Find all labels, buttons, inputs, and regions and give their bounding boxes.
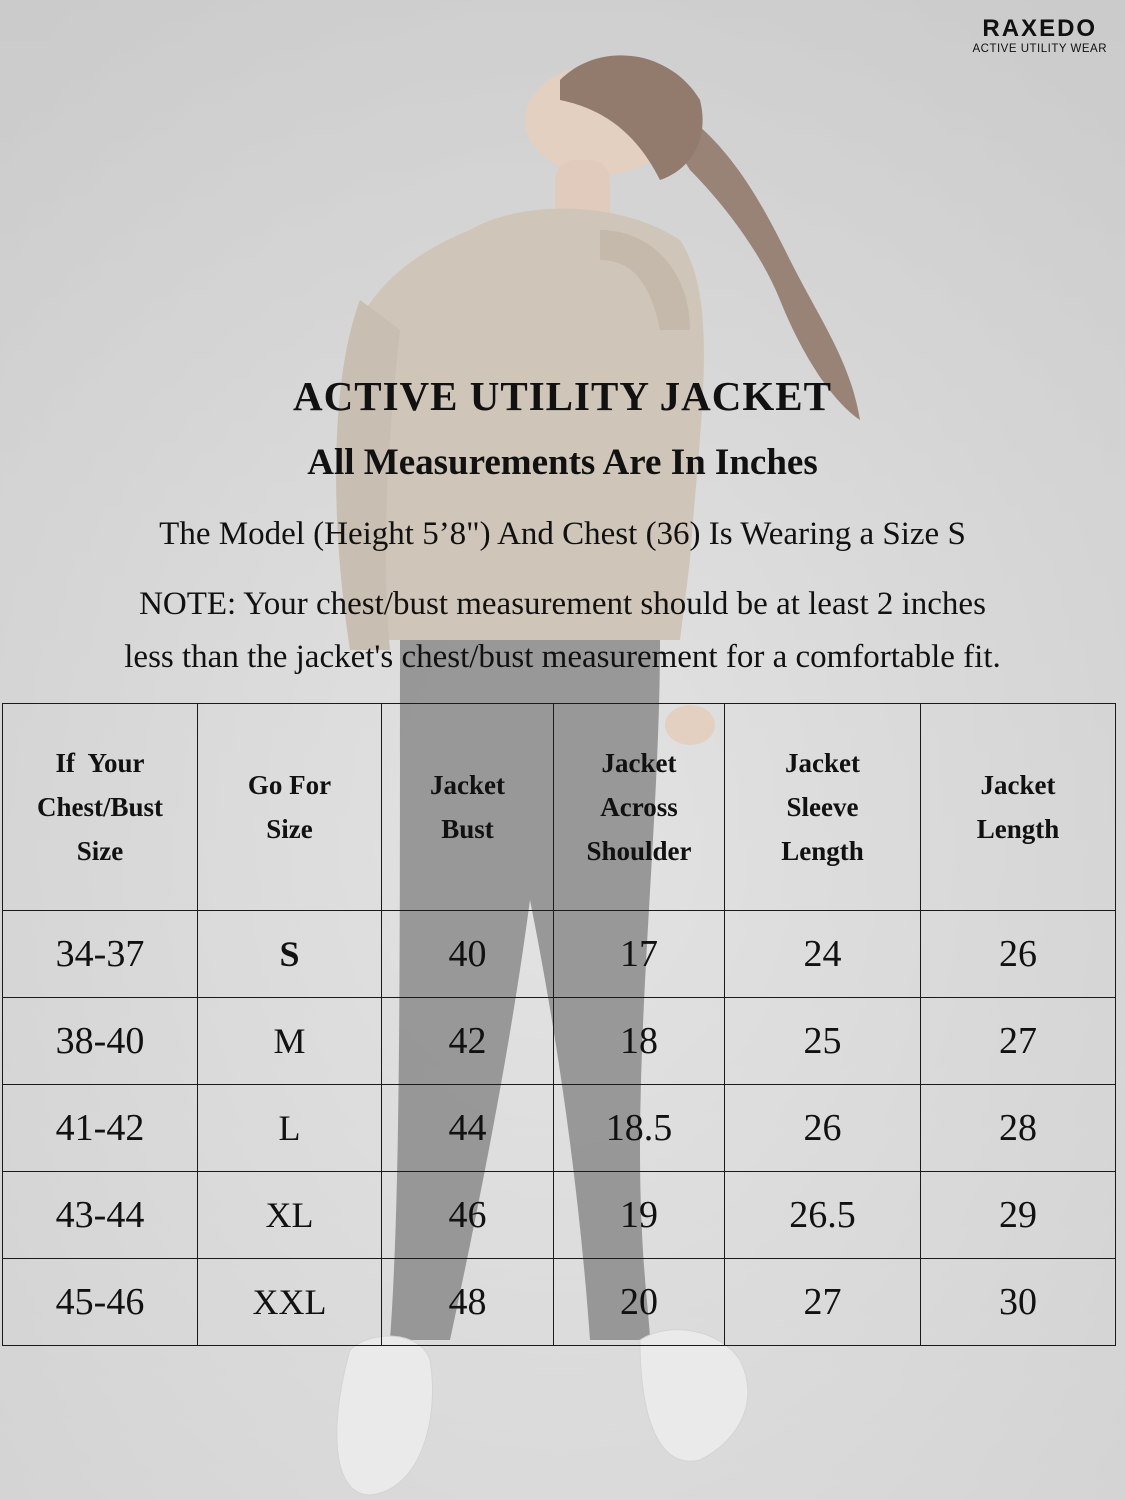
note-line-2: less than the jacket's chest/bust measurement for a comfortable fit. xyxy=(124,639,1001,675)
note-line-1: NOTE: Your chest/bust measurement should be at least 2 inches xyxy=(139,586,986,622)
table-cell: 29 xyxy=(921,1172,1116,1259)
brand-name: RAXEDO xyxy=(982,15,1098,42)
size-cell: XXL xyxy=(198,1259,382,1346)
table-cell: 26 xyxy=(921,911,1116,998)
table-cell: 17 xyxy=(554,911,725,998)
column-header-line: Chest/Bust xyxy=(36,792,164,822)
page-subtitle: All Measurements Are In Inches xyxy=(307,442,818,483)
brand-tagline: ACTIVE UTILITY WEAR xyxy=(972,43,1107,55)
size-cell: L xyxy=(198,1085,382,1172)
table-cell: 24 xyxy=(725,911,921,998)
table-cell: 43-44 xyxy=(3,1172,198,1259)
size-cell: XL xyxy=(198,1172,382,1259)
column-header-line: Go For xyxy=(247,770,332,800)
model-info: The Model (Height 5’8") And Chest (36) Is Wearing a Size S xyxy=(159,516,966,552)
table-cell: 48 xyxy=(382,1259,554,1346)
column-header-line: If Your xyxy=(55,748,145,778)
column-header-line: Jacket xyxy=(980,770,1056,800)
table-cell: 40 xyxy=(382,911,554,998)
column-header-line: Across xyxy=(600,792,678,822)
table-cell: 20 xyxy=(554,1259,725,1346)
table-cell: 28 xyxy=(921,1085,1116,1172)
size-cell: S xyxy=(198,911,382,998)
column-header-line: Jacket xyxy=(430,770,505,800)
table-cell: 34-37 xyxy=(3,911,198,998)
column-header-line: Length xyxy=(781,836,864,866)
column-header-line: Jacket xyxy=(785,748,860,778)
brand-logo xyxy=(972,16,1107,56)
column-header xyxy=(382,704,554,911)
table-cell: 26 xyxy=(725,1085,921,1172)
table-row xyxy=(3,1172,1116,1259)
column-header xyxy=(198,704,382,911)
table-cell: 18 xyxy=(554,998,725,1085)
table-cell: 18.5 xyxy=(554,1085,725,1172)
table-cell: 27 xyxy=(921,998,1116,1085)
column-header-line: Length xyxy=(976,814,1060,844)
table-header-row xyxy=(3,704,1116,911)
column-header xyxy=(921,704,1116,911)
column-header-line: Bust xyxy=(441,814,494,844)
column-header-line: Shoulder xyxy=(586,836,692,866)
table-cell: 19 xyxy=(554,1172,725,1259)
table-row xyxy=(3,1259,1116,1346)
size-chart-table xyxy=(2,703,1116,1346)
table-row xyxy=(3,998,1116,1085)
table-body xyxy=(3,911,1116,1346)
table-cell: 45-46 xyxy=(3,1259,198,1346)
table-cell: 30 xyxy=(921,1259,1116,1346)
column-header xyxy=(3,704,198,911)
table-cell: 27 xyxy=(725,1259,921,1346)
table-cell: 25 xyxy=(725,998,921,1085)
table-cell: 41-42 xyxy=(3,1085,198,1172)
table-cell: 42 xyxy=(382,998,554,1085)
table-cell: 46 xyxy=(382,1172,554,1259)
column-header xyxy=(725,704,921,911)
table-row xyxy=(3,911,1116,998)
column-header-line: Size xyxy=(76,836,124,866)
table-cell: 38-40 xyxy=(3,998,198,1085)
page-title: ACTIVE UTILITY JACKET xyxy=(293,373,832,419)
column-header xyxy=(554,704,725,911)
column-header-line: Sleeve xyxy=(786,792,859,822)
table-cell: 44 xyxy=(382,1085,554,1172)
column-header-line: Jacket xyxy=(601,748,677,778)
column-header-line: Size xyxy=(266,814,313,844)
size-cell: M xyxy=(198,998,382,1085)
table-cell: 26.5 xyxy=(725,1172,921,1259)
table-row xyxy=(3,1085,1116,1172)
